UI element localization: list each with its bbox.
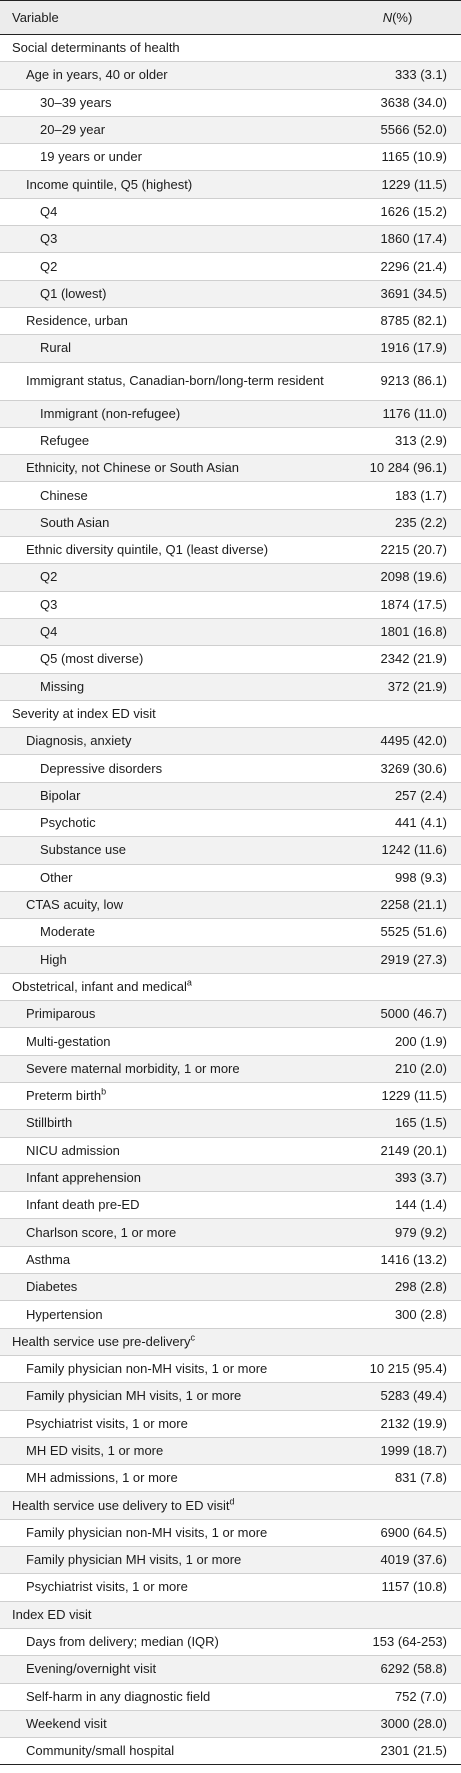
- variable-cell: [0, 1519, 334, 1546]
- variable-label: Hypertension: [26, 1306, 103, 1322]
- variable-label: Community/small hospital: [26, 1743, 175, 1759]
- value-cell: 8785 (82.1): [334, 307, 461, 334]
- table-row: [0, 280, 461, 307]
- value-cell: 165 (1.5): [334, 1110, 461, 1137]
- variable-cell: [0, 1492, 334, 1519]
- table-row: [0, 564, 461, 591]
- variable-cell: [0, 1355, 334, 1382]
- variable-cell: [0, 35, 334, 62]
- value-cell: 3691 (34.5): [334, 280, 461, 307]
- value-cell: 6292 (58.8): [334, 1656, 461, 1683]
- variable-label: Q2: [40, 258, 58, 274]
- variable-cell: [0, 646, 334, 673]
- value-cell: 9213 (86.1): [334, 362, 461, 400]
- variable-label: Other: [40, 869, 73, 885]
- table-row: [0, 864, 461, 891]
- variable-label: Q5 (most diverse): [40, 651, 144, 667]
- value-cell: 333 (3.1): [334, 62, 461, 89]
- table-row: [0, 335, 461, 362]
- table-row: [0, 116, 461, 143]
- variable-cell: [0, 144, 334, 171]
- variable-label: Depressive disorders: [40, 760, 163, 776]
- variable-cell: [0, 1710, 334, 1737]
- table-row: [0, 226, 461, 253]
- variable-cell: [0, 427, 334, 454]
- value-cell: 752 (7.0): [334, 1683, 461, 1710]
- variable-label: Q2: [40, 569, 58, 585]
- value-cell: 6900 (64.5): [334, 1519, 461, 1546]
- table-row: [0, 1683, 461, 1710]
- value-cell: 1242 (11.6): [334, 837, 461, 864]
- variable-cell: [0, 335, 334, 362]
- table-row: [0, 1628, 461, 1655]
- variable-cell: [0, 1164, 334, 1191]
- percent-label: (%): [392, 10, 413, 25]
- value-cell: 5283 (49.4): [334, 1383, 461, 1410]
- table-body: [0, 35, 461, 1765]
- table-header-row: [0, 1, 461, 35]
- value-cell: 1801 (16.8): [334, 618, 461, 645]
- variable-cell: [0, 1656, 334, 1683]
- variable-cell: [0, 782, 334, 809]
- value-cell: 257 (2.4): [334, 782, 461, 809]
- value-cell: 2215 (20.7): [334, 537, 461, 564]
- table-row: [0, 782, 461, 809]
- variable-label: Q3: [40, 596, 58, 612]
- value-cell: 300 (2.8): [334, 1301, 461, 1328]
- value-cell: 298 (2.8): [334, 1274, 461, 1301]
- value-cell: 372 (21.9): [334, 673, 461, 700]
- table-row: [0, 591, 461, 618]
- variable-cell: [0, 810, 334, 837]
- variable-cell: [0, 864, 334, 891]
- value-cell: 2149 (20.1): [334, 1137, 461, 1164]
- variable-label: MH admissions, 1 or more: [26, 1470, 178, 1486]
- variable-cell: [0, 837, 334, 864]
- variable-label: Q3: [40, 231, 58, 247]
- value-cell: 5000 (46.7): [334, 1001, 461, 1028]
- variable-cell: [0, 946, 334, 973]
- value-cell: 2258 (21.1): [334, 891, 461, 918]
- table-row: [0, 1738, 461, 1765]
- table-row: [0, 1137, 461, 1164]
- table-row: [0, 427, 461, 454]
- table-row: [0, 1164, 461, 1191]
- table-row: [0, 400, 461, 427]
- table-row: [0, 171, 461, 198]
- n-percent-column-header: [334, 1, 461, 35]
- value-cell: 1157 (10.8): [334, 1574, 461, 1601]
- value-cell: 831 (7.8): [334, 1465, 461, 1492]
- table-row: [0, 509, 461, 536]
- table-row: [0, 1001, 461, 1028]
- variable-cell: [0, 116, 334, 143]
- variable-label: Q4: [40, 203, 58, 219]
- table-row: [0, 810, 461, 837]
- variable-label: Q1 (lowest): [40, 285, 107, 301]
- value-cell: 1999 (18.7): [334, 1437, 461, 1464]
- variable-label: Obstetrical, infant and medical: [12, 978, 187, 994]
- value-cell: 1916 (17.9): [334, 335, 461, 362]
- section-header-row: [0, 1492, 461, 1519]
- table-row: [0, 482, 461, 509]
- variable-cell: [0, 591, 334, 618]
- table-row: [0, 1055, 461, 1082]
- value-cell: 1229 (11.5): [334, 1082, 461, 1109]
- value-cell: 1416 (13.2): [334, 1246, 461, 1273]
- value-cell: [334, 973, 461, 1000]
- value-cell: 10 284 (96.1): [334, 455, 461, 482]
- variable-cell: [0, 1246, 334, 1273]
- value-cell: 3000 (28.0): [334, 1710, 461, 1737]
- value-cell: 1176 (11.0): [334, 400, 461, 427]
- value-cell: 393 (3.7): [334, 1164, 461, 1191]
- value-cell: 2132 (19.9): [334, 1410, 461, 1437]
- value-cell: 4495 (42.0): [334, 728, 461, 755]
- variable-cell: [0, 891, 334, 918]
- variable-cell: [0, 226, 334, 253]
- variable-label: Family physician non-MH visits, 1 or more: [26, 1524, 268, 1540]
- variable-cell: [0, 1055, 334, 1082]
- variable-cell: [0, 1274, 334, 1301]
- table-row: [0, 455, 461, 482]
- variable-label: Preterm birth: [26, 1088, 102, 1104]
- table-row: [0, 537, 461, 564]
- variable-label: Ethnic diversity quintile, Q1 (least diverse): [26, 542, 269, 558]
- value-cell: [334, 1328, 461, 1355]
- variable-label: Q4: [40, 624, 58, 640]
- table-row: [0, 1383, 461, 1410]
- variable-cell: [0, 755, 334, 782]
- value-cell: 1229 (11.5): [334, 171, 461, 198]
- value-cell: 1165 (10.9): [334, 144, 461, 171]
- variable-label: Family physician MH visits, 1 or more: [26, 1552, 242, 1568]
- variable-cell: [0, 1219, 334, 1246]
- table-row: [0, 1246, 461, 1273]
- value-cell: 10 215 (95.4): [334, 1355, 461, 1382]
- footnote-marker: c: [190, 1332, 195, 1343]
- table-row: [0, 1082, 461, 1109]
- table-row: [0, 1192, 461, 1219]
- table-row: [0, 1519, 461, 1546]
- value-cell: 2919 (27.3): [334, 946, 461, 973]
- variable-cell: [0, 253, 334, 280]
- variable-label: Immigrant status, Canadian-born/long-term resident: [26, 373, 324, 389]
- variable-cell: [0, 455, 334, 482]
- variable-cell: [0, 537, 334, 564]
- variable-cell: [0, 1601, 334, 1628]
- variable-label: Health service use pre-delivery: [12, 1333, 191, 1349]
- variable-cell: [0, 1465, 334, 1492]
- value-cell: 441 (4.1): [334, 810, 461, 837]
- value-cell: 5566 (52.0): [334, 116, 461, 143]
- variable-label: Refugee: [40, 433, 90, 448]
- table-row: [0, 1355, 461, 1382]
- section-header-row: [0, 1328, 461, 1355]
- variable-cell: [0, 1301, 334, 1328]
- section-header-row: [0, 973, 461, 1000]
- variable-cell: [0, 198, 334, 225]
- table-row: [0, 62, 461, 89]
- variable-label: Ethnicity, not Chinese or South Asian: [26, 460, 239, 476]
- value-cell: [334, 1492, 461, 1519]
- table-row: [0, 618, 461, 645]
- value-cell: 998 (9.3): [334, 864, 461, 891]
- table-row: [0, 755, 461, 782]
- variable-label: 20–29 year: [40, 122, 106, 138]
- value-cell: 3638 (34.0): [334, 89, 461, 116]
- variable-cell: [0, 1383, 334, 1410]
- variable-cell: [0, 673, 334, 700]
- variable-cell: [0, 509, 334, 536]
- table-row: [0, 1301, 461, 1328]
- variable-cell: [0, 1574, 334, 1601]
- variable-column-header: Variable: [0, 1, 334, 35]
- variable-label: Bipolar: [40, 787, 81, 803]
- value-cell: 2342 (21.9): [334, 646, 461, 673]
- value-cell: 200 (1.9): [334, 1028, 461, 1055]
- table-row: [0, 1028, 461, 1055]
- table-row: [0, 1547, 461, 1574]
- variable-label: Evening/overnight visit: [26, 1661, 157, 1677]
- variable-cell: [0, 973, 334, 1000]
- table-row: [0, 646, 461, 673]
- value-cell: 1626 (15.2): [334, 198, 461, 225]
- variable-cell: [0, 307, 334, 334]
- table-row: [0, 728, 461, 755]
- value-cell: 2296 (21.4): [334, 253, 461, 280]
- variable-cell: [0, 1738, 334, 1765]
- value-cell: 4019 (37.6): [334, 1547, 461, 1574]
- variable-cell: [0, 1137, 334, 1164]
- table-row: [0, 891, 461, 918]
- table-row: [0, 1410, 461, 1437]
- variable-label: Moderate: [40, 924, 95, 940]
- value-cell: 313 (2.9): [334, 427, 461, 454]
- variable-label: Chinese: [40, 487, 88, 503]
- table-row: [0, 919, 461, 946]
- value-cell: 5525 (51.6): [334, 919, 461, 946]
- table-row: [0, 89, 461, 116]
- variable-label: Immigrant (non-refugee): [40, 405, 181, 421]
- table-row: [0, 1656, 461, 1683]
- value-cell: 1874 (17.5): [334, 591, 461, 618]
- variable-label: 19 years or under: [40, 149, 142, 165]
- variable-label: Weekend visit: [26, 1715, 107, 1731]
- variable-label: NICU admission: [26, 1142, 120, 1158]
- variable-cell: [0, 280, 334, 307]
- variable-label: 30–39 years: [40, 94, 112, 110]
- value-cell: 1860 (17.4): [334, 226, 461, 253]
- variable-label: Infant death pre-ED: [26, 1197, 140, 1213]
- variable-cell: [0, 618, 334, 645]
- variable-cell: [0, 700, 334, 727]
- variable-label: Infant apprehension: [26, 1170, 141, 1186]
- variable-label: Stillbirth: [26, 1115, 73, 1131]
- variable-cell: [0, 1110, 334, 1137]
- variable-label: Severe maternal morbidity, 1 or more: [26, 1060, 240, 1076]
- variable-cell: [0, 400, 334, 427]
- table-row: [0, 1710, 461, 1737]
- variable-cell: [0, 62, 334, 89]
- variable-label: Self-harm in any diagnostic field: [26, 1688, 211, 1704]
- variable-label: Multi-gestation: [26, 1033, 111, 1049]
- variable-cell: [0, 1192, 334, 1219]
- table-row: [0, 1574, 461, 1601]
- table-row: [0, 1437, 461, 1464]
- variable-label: Primiparous: [26, 1006, 96, 1022]
- variable-cell: [0, 1410, 334, 1437]
- value-cell: 979 (9.2): [334, 1219, 461, 1246]
- value-cell: [334, 1601, 461, 1628]
- variable-label: MH ED visits, 1 or more: [26, 1442, 164, 1458]
- footnote-marker: b: [101, 1086, 107, 1097]
- variable-cell: [0, 564, 334, 591]
- variable-label: Asthma: [26, 1251, 71, 1267]
- variable-label: Age in years, 40 or older: [26, 67, 168, 83]
- n-label: N: [382, 10, 393, 25]
- variable-cell: [0, 1028, 334, 1055]
- variable-label: Residence, urban: [26, 313, 128, 329]
- table-row: [0, 144, 461, 171]
- variable-label: Missing: [40, 678, 85, 694]
- section-header-row: [0, 1601, 461, 1628]
- value-cell: 144 (1.4): [334, 1192, 461, 1219]
- table-row: [0, 253, 461, 280]
- variable-label: Days from delivery; median (IQR): [26, 1634, 219, 1650]
- variable-label: Severity at index ED visit: [12, 705, 156, 721]
- table-row: [0, 307, 461, 334]
- value-cell: 183 (1.7): [334, 482, 461, 509]
- variable-label: Social determinants of health: [12, 40, 180, 56]
- footnote-marker: d: [229, 1496, 235, 1507]
- table-row: [0, 673, 461, 700]
- value-cell: 2301 (21.5): [334, 1738, 461, 1765]
- table-row: [0, 198, 461, 225]
- value-cell: [334, 700, 461, 727]
- variable-cell: [0, 919, 334, 946]
- section-header-row: [0, 35, 461, 62]
- table-row: [0, 1110, 461, 1137]
- table-row: [0, 1219, 461, 1246]
- variable-label: Health service use delivery to ED visit: [12, 1497, 230, 1513]
- variable-label: Psychiatrist visits, 1 or more: [26, 1415, 188, 1431]
- variable-label: Index ED visit: [12, 1606, 92, 1622]
- variable-cell: [0, 1547, 334, 1574]
- variable-cell: [0, 171, 334, 198]
- value-cell: 2098 (19.6): [334, 564, 461, 591]
- variable-cell: [0, 1001, 334, 1028]
- value-cell: 153 (64-253): [334, 1628, 461, 1655]
- variable-label: Income quintile, Q5 (highest): [26, 176, 193, 192]
- variable-cell: [0, 1683, 334, 1710]
- variable-label: Family physician non-MH visits, 1 or more: [26, 1361, 268, 1377]
- variable-label: Family physician MH visits, 1 or more: [26, 1388, 242, 1404]
- table-row: [0, 946, 461, 973]
- value-cell: [334, 35, 461, 62]
- value-cell: 210 (2.0): [334, 1055, 461, 1082]
- variable-label: Rural: [40, 340, 72, 356]
- variable-label: Substance use: [40, 842, 127, 858]
- variable-cell: [0, 728, 334, 755]
- variable-label: Diagnosis, anxiety: [26, 733, 132, 749]
- variable-cell: [0, 1437, 334, 1464]
- variable-label: South Asian: [40, 514, 110, 530]
- variable-label: Psychotic: [40, 815, 96, 831]
- variable-cell: [0, 1328, 334, 1355]
- variable-cell: [0, 89, 334, 116]
- variable-cell: [0, 1628, 334, 1655]
- section-header-row: [0, 700, 461, 727]
- variable-label: CTAS acuity, low: [26, 897, 124, 913]
- variable-label: Diabetes: [26, 1279, 78, 1295]
- table-row: [0, 1465, 461, 1492]
- variable-cell: [0, 362, 334, 400]
- variable-label: Charlson score, 1 or more: [26, 1224, 177, 1240]
- table-row: [0, 837, 461, 864]
- variable-label: High: [40, 951, 67, 967]
- variable-label: Psychiatrist visits, 1 or more: [26, 1579, 188, 1595]
- table-row: [0, 362, 461, 400]
- value-cell: 235 (2.2): [334, 509, 461, 536]
- variable-cell: [0, 482, 334, 509]
- footnote-marker: a: [186, 977, 192, 988]
- value-cell: 3269 (30.6): [334, 755, 461, 782]
- variable-cell: [0, 1082, 334, 1109]
- table-row: [0, 1274, 461, 1301]
